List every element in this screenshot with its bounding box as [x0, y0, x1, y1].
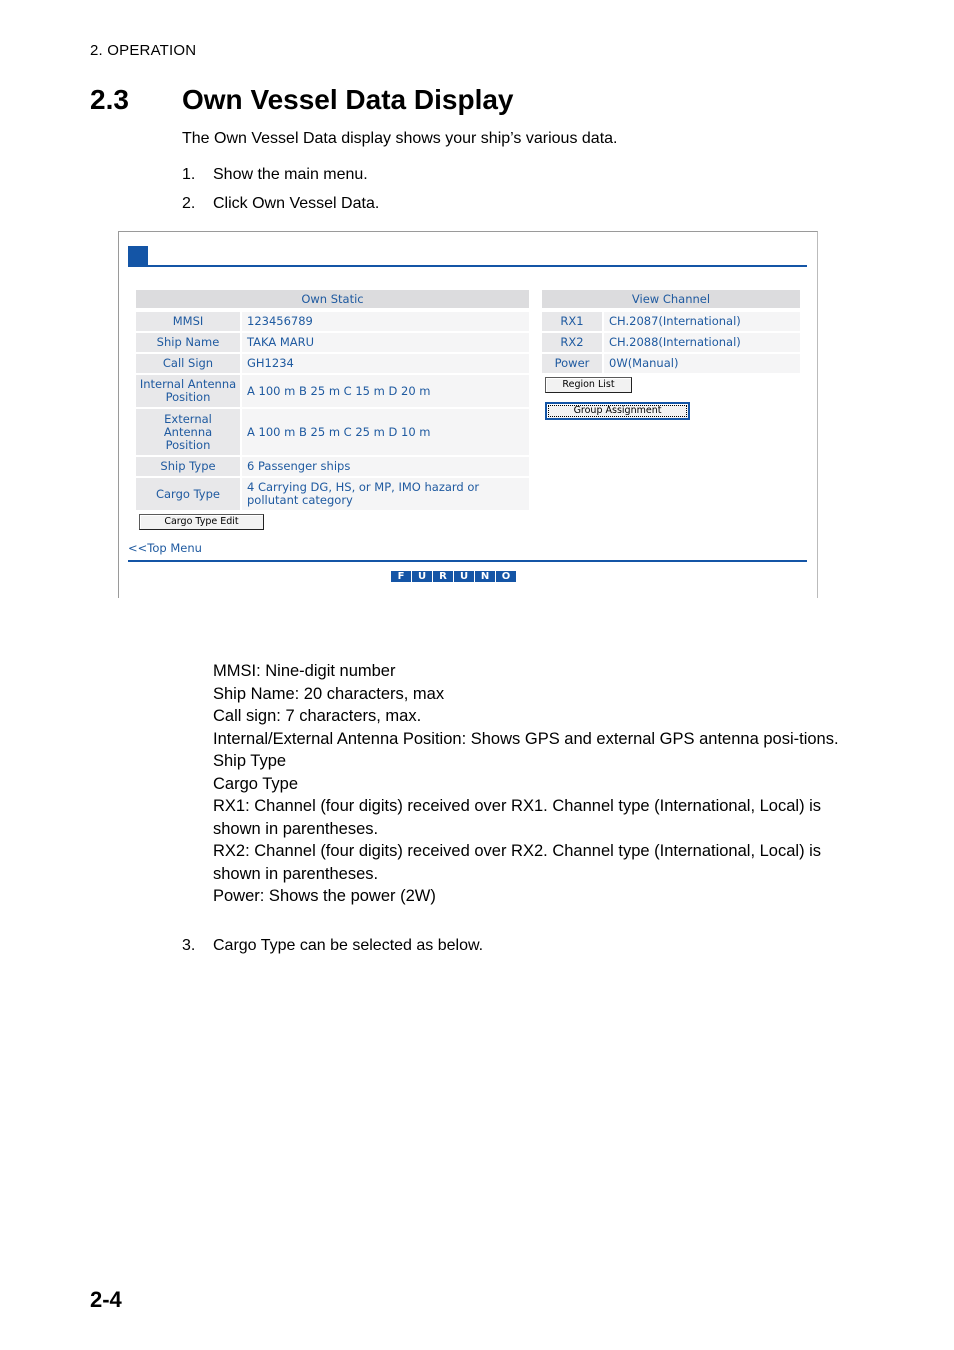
page-number: 2-4 — [90, 1287, 122, 1312]
desc-ship-type: Ship Type — [213, 752, 287, 770]
step-number: 3. — [182, 937, 196, 954]
logo-letter: U — [454, 571, 474, 582]
cargo-type-edit-button[interactable]: Cargo Type Edit — [139, 514, 264, 530]
step-1 — [182, 166, 368, 184]
logo-letter: N — [475, 571, 495, 582]
desc-power: Power: Shows the power (2W) — [213, 887, 436, 905]
step-text: Show the main menu. — [213, 166, 368, 183]
top-menu-link[interactable]: <<Top Menu — [128, 541, 202, 555]
logo-letter: U — [412, 571, 432, 582]
step-text: Click Own Vessel Data. — [213, 195, 380, 212]
ship-type-value: 6 Passenger ships — [242, 457, 529, 478]
cargo-type-value: 4 Carrying DG, HS, or MP, IMO hazard or pollutant category — [242, 478, 529, 512]
title-rule — [128, 265, 349, 267]
power-value: 0W(Manual) — [604, 354, 800, 375]
desc-rx2: RX2: Channel (four digits) received over RX2. Channel type (International, Local) is shown in parentheses. — [213, 842, 822, 883]
view-channel-table — [542, 290, 800, 375]
desc-antenna-position: Internal/External Antenna Position: Shows GPS and external GPS antenna posi-tions. — [213, 729, 839, 748]
logo-letter: F — [391, 571, 411, 582]
call-sign-label: Call Sign — [136, 354, 242, 375]
page-marker-icon — [128, 246, 148, 266]
section-number: 2.3 — [90, 84, 129, 115]
desc-cargo-type: Cargo Type — [213, 774, 298, 793]
logo-letter: O — [496, 571, 516, 582]
step-3 — [182, 937, 483, 955]
rx1-label: RX1 — [542, 312, 604, 333]
group-assignment-button[interactable]: Group Assignment — [545, 402, 690, 420]
desc-ship-name: Ship Name: 20 characters, max — [213, 684, 445, 703]
view-channel-header: View Channel — [542, 290, 800, 308]
section-title: Own Vessel Data Display — [182, 84, 514, 115]
step-number: 1. — [182, 166, 196, 183]
internal-antenna-value: A 100 m B 25 m C 15 m D 20 m — [242, 375, 529, 409]
desc-rx1: RX1: Channel (four digits) received over RX1. Channel type (International, Local) is shown in parentheses. — [213, 797, 822, 838]
running-header: 2. OPERATION — [90, 42, 197, 59]
own-static-header: Own Static — [136, 290, 529, 308]
ship-name-label: Ship Name — [136, 333, 242, 354]
step-2 — [182, 195, 379, 213]
own-vessel-data-screen — [118, 231, 818, 598]
step-text: Cargo Type can be selected as below. — [213, 937, 484, 954]
field-descriptions — [213, 660, 843, 908]
power-label: Power — [542, 354, 604, 375]
external-antenna-label: External Antenna Position — [136, 409, 242, 457]
region-list-button[interactable]: Region List — [545, 377, 632, 393]
call-sign-value: GH1234 — [242, 354, 529, 375]
own-static-table — [136, 290, 529, 512]
step-number: 2. — [182, 195, 196, 212]
mmsi-value: 123456789 — [242, 312, 529, 333]
external-antenna-value: A 100 m B 25 m C 25 m D 10 m — [242, 409, 529, 457]
furuno-logo — [391, 571, 516, 584]
logo-letter: R — [433, 571, 453, 582]
mmsi-label: MMSI — [136, 312, 242, 333]
desc-call-sign: Call sign: 7 characters, max. — [213, 707, 422, 725]
internal-antenna-label: Internal Antenna Position — [136, 375, 242, 409]
footer-rule — [128, 560, 807, 562]
rx2-value: CH.2088(International) — [604, 333, 800, 354]
ship-name-value: TAKA MARU — [242, 333, 529, 354]
desc-mmsi: MMSI: Nine-digit number — [213, 662, 396, 680]
ship-type-label: Ship Type — [136, 457, 242, 478]
title-rule — [349, 265, 807, 267]
cargo-type-label: Cargo Type — [136, 478, 242, 512]
rx2-label: RX2 — [542, 333, 604, 354]
intro-text: The Own Vessel Data display shows your ship’s various data. — [182, 130, 618, 147]
rx1-value: CH.2087(International) — [604, 312, 800, 333]
